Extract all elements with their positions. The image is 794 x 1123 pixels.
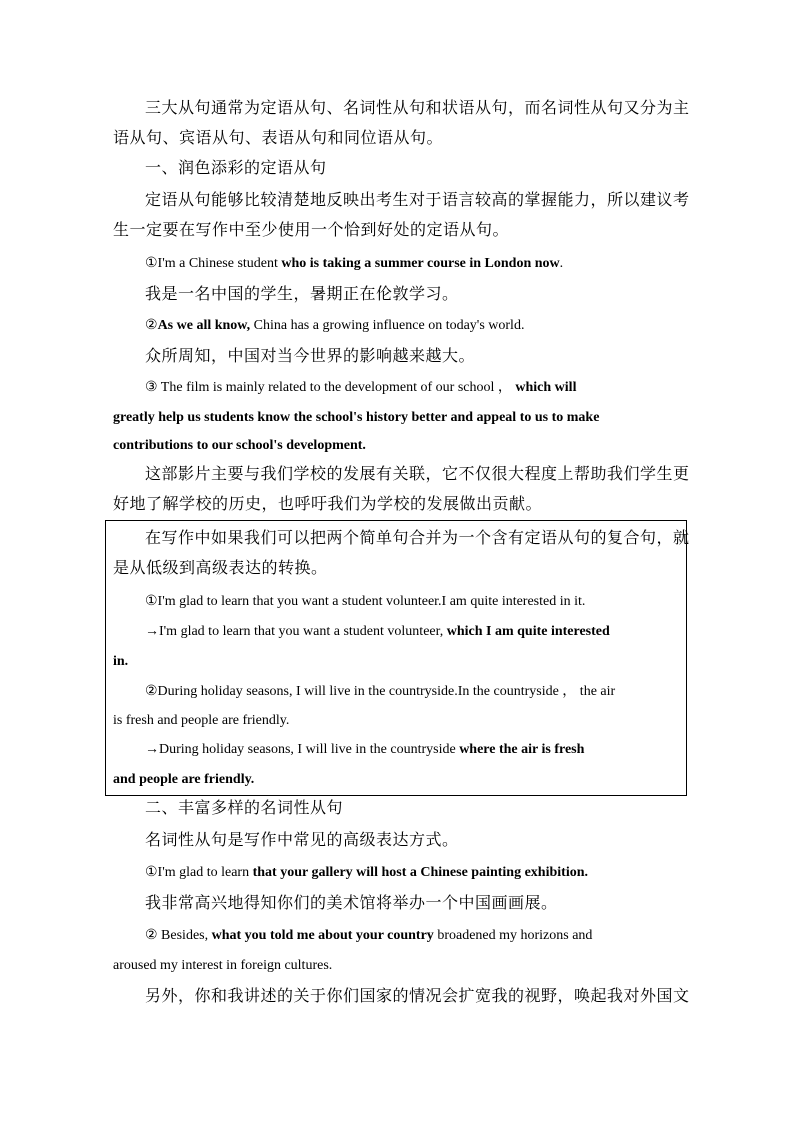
example-2-sentence (145, 316, 685, 336)
tip-example-2-line-2: is fresh and people are friendly. (113, 713, 290, 728)
tip-box-text-line-1: 在写作中如果我们可以把两个简单句合并为一个含有定语从句的复合句，就 (145, 528, 690, 547)
tip-example-2-rewrite-clause: where the air is fresh (459, 742, 585, 757)
example-3-line-3: contributions to our school's development. (113, 438, 366, 453)
example-2-translation: 众所周知，中国对当今世界的影响越来越大。 (145, 346, 476, 365)
example-3-plain: ③ The film is mainly related to the development of our school ， (145, 380, 516, 395)
example-3-line-1 (145, 378, 685, 398)
example-3-line-2: greatly help us students know the school's history better and appeal to us to make (113, 410, 600, 425)
tip-example-1-rewrite-plain: →I'm glad to learn that you want a student volunteer, (145, 624, 447, 639)
tip-example-2-rewrite (145, 740, 685, 760)
section2-title: 二、丰富多样的名词性从句 (145, 798, 344, 817)
example-1-sentence (145, 254, 685, 274)
tip-example-1: ①I'm glad to learn that you want a student volunteer.I am quite interested in it. (145, 594, 586, 609)
noun-example-2-plain-end: broadened my horizons and (433, 928, 593, 943)
noun-example-2-line-2: aroused my interest in foreign cultures. (113, 958, 333, 973)
noun-example-2-line-1 (145, 926, 685, 946)
section1-title: 一、润色添彩的定语从句 (145, 158, 327, 177)
noun-example-1-translation: 我非常高兴地得知你们的美术馆将举办一个中国画画展。 (145, 893, 558, 912)
noun-example-2-translation: 另外，你和我讲述的关于你们国家的情况会扩宽我的视野，唤起我对外国文 (145, 986, 690, 1005)
section2-desc: 名词性从句是写作中常见的高级表达方式。 (145, 830, 459, 849)
intro-line-1: 三大从句通常为定语从句、名词性从句和状语从句，而名词性从句又分为主 (145, 98, 690, 117)
example-2-marker: ② (145, 318, 158, 333)
noun-example-1 (145, 863, 685, 883)
tip-example-1-rewrite-clause: which I am quite interested (446, 624, 610, 639)
tip-example-2-rewrite-end: and people are friendly. (113, 772, 255, 787)
section1-desc-line-2: 生一定要在写作中至少使用一个恰到好处的定语从句。 (113, 220, 510, 239)
example-1-end: . (559, 256, 564, 271)
example-3-translation-line-2: 好地了解学校的历史，也呼吁我们为学校的发展做出贡献。 (113, 494, 543, 513)
example-2-plain: China has a growing influence on today's world. (250, 318, 525, 333)
tip-box-text-line-2: 是从低级到高级表达的转换。 (113, 558, 328, 577)
example-2-clause: As we all know, (157, 318, 251, 333)
example-1-plain: ①I'm a Chinese student (145, 256, 282, 271)
section1-desc-line-1: 定语从句能够比较清楚地反映出考生对于语言较高的掌握能力，所以建议考 (145, 190, 690, 209)
example-1-clause: who is taking a summer course in London now (281, 256, 560, 271)
example-3-clause-start: which will (515, 380, 577, 395)
noun-example-2-clause: what you told me about your country (211, 928, 434, 943)
tip-example-2-line-1: ②During holiday seasons, I will live in the countryside.In the countryside ， the air (145, 684, 616, 699)
tip-example-1-rewrite (145, 622, 685, 642)
noun-example-1-plain: ①I'm glad to learn (145, 865, 253, 880)
tip-example-2-rewrite-plain: →During holiday seasons, I will live in the countryside (145, 742, 460, 757)
example-3-translation-line-1: 这部影片主要与我们学校的发展有关联，它不仅很大程度上帮助我们学生更 (145, 464, 690, 483)
noun-example-2-plain-start: ② Besides, (145, 928, 212, 943)
example-1-translation: 我是一名中国的学生，暑期正在伦敦学习。 (145, 284, 459, 303)
intro-line-2: 语从句、宾语从句、表语从句和同位语从句。 (113, 128, 444, 147)
tip-example-1-rewrite-end: in. (113, 654, 129, 669)
noun-example-1-clause: that your gallery will host a Chinese painting exhibition. (252, 865, 589, 880)
